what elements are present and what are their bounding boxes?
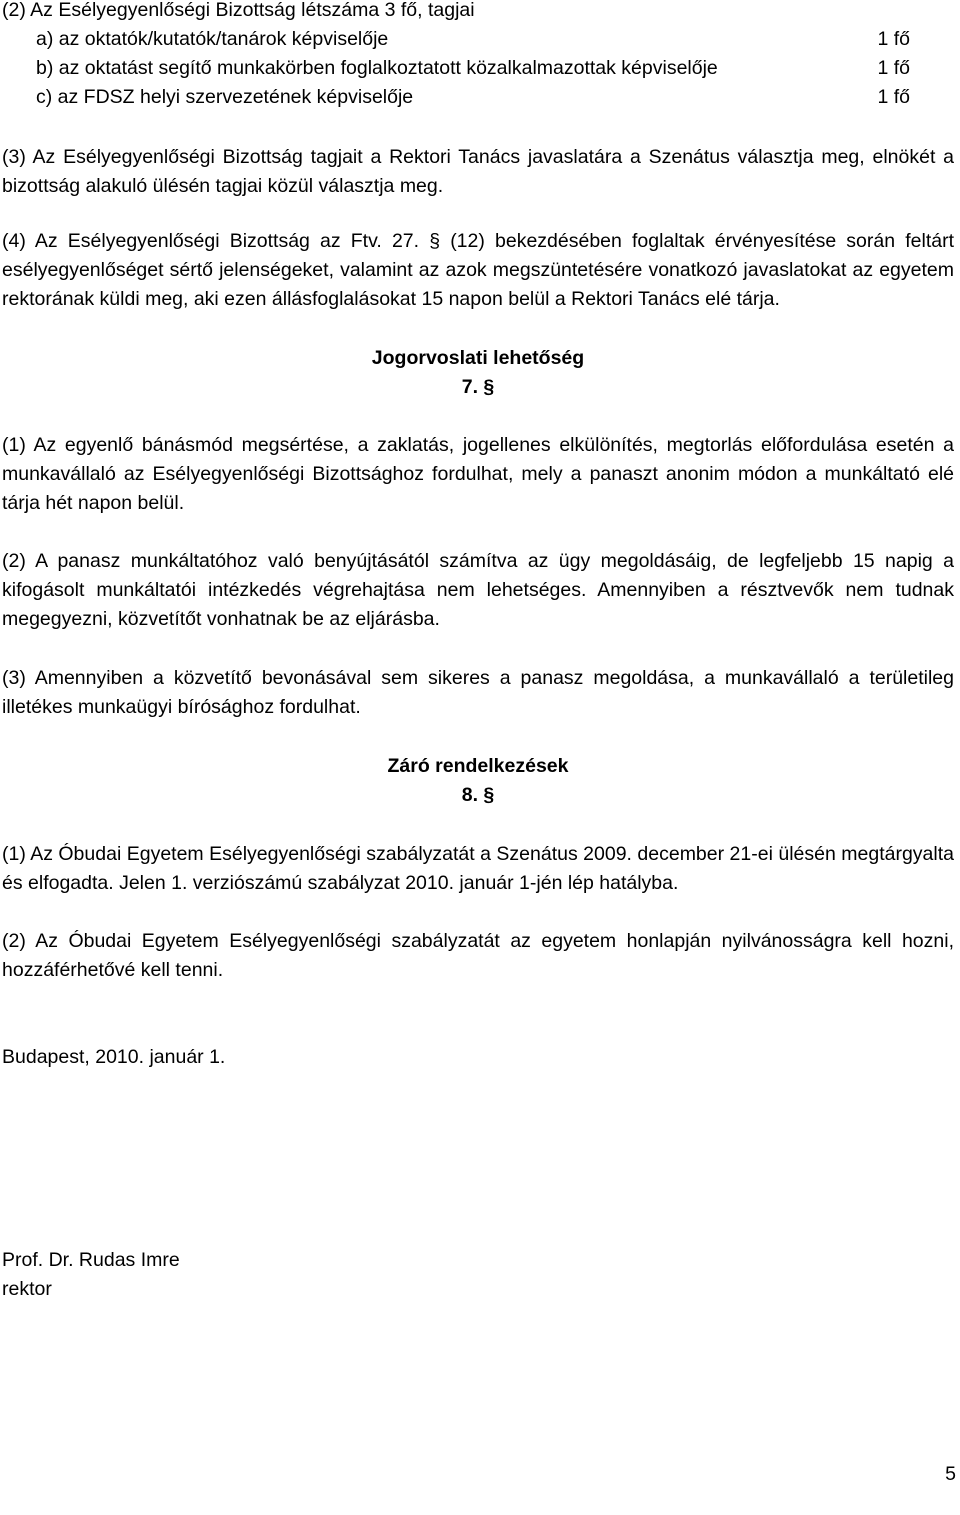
section-number: 8. § (461, 784, 495, 806)
section-3-paragraph: (3) Az Esélyegyenlőségi Bizottság tagjait a Rektori Tanács javaslatára a Szenátus választja meg, elnökét a bizottság alakuló ülésén tagjai közül választja meg. (2, 146, 954, 197)
member-label: c) az FDSZ helyi szervezetének képviselője (36, 86, 414, 108)
remedy-paragraph-3: (3) Amennyiben a közvetítő bevonásával sem sikeres a panasz megoldása, a munkavállaló a területileg illetékes munkaügyi bírósághoz fordulhat. (2, 667, 954, 718)
section-heading: Záró rendelkezések (387, 755, 569, 777)
remedy-paragraph-1: (1) Az egyenlő bánásmód megsértése, a zaklatás, jogellenes elkülönítés, megtorlás előfordulása esetén a munkavállaló az Esélyegyenlőségi Bizottsághoz fordulhat, mely a panaszt anonim módon a munkáltató elé tárja hét napon belül. (2, 434, 954, 514)
member-label: a) az oktatók/kutatók/tanárok képviselője (36, 28, 389, 50)
section-2 (2, 0, 954, 112)
signature-title: rektor (2, 1278, 52, 1300)
member-count: 1 fő (877, 28, 910, 50)
closing-paragraph-2: (2) Az Óbudai Egyetem Esélyegyenlőségi szabályzatát az egyetem honlapján nyilvánosságra kell hozni, hozzáférhetővé kell tenni. (2, 930, 954, 981)
place-date: Budapest, 2010. január 1. (2, 1046, 226, 1068)
member-label: b) az oktatást segítő munkakörben foglalkoztatott közalkalmazottak képviselője (36, 57, 718, 79)
member-row (2, 83, 954, 112)
closing-paragraph-1: (1) Az Óbudai Egyetem Esélyegyenlőségi szabályzatát a Szenátus 2009. december 21-ei ülésén megtárgyalta és elfogadta. Jelen 1. verziószámú szabályzat 2010. január 1-jén lép hatályba. (2, 843, 954, 894)
remedy-paragraph-2: (2) A panasz munkáltatóhoz való benyújtásától számítva az ügy megoldásáig, de legfeljebb 15 napig a kifogásolt munkáltatói intézkedés végrehajtása nem lehetséges. Amennyiben a résztvevők nem tudnak megegyezni, közvetítőt vonhatnak be az eljárásba. (2, 550, 954, 630)
member-count: 1 fő (877, 86, 910, 108)
member-row (2, 54, 954, 83)
section-4-paragraph: (4) Az Esélyegyenlőségi Bizottság az Ftv. 27. § (12) bekezdésében foglaltak érvényesítése során feltárt esélyegyenlőséget sértő jelenségeket, valamint az azok megszüntetésére vonatkozó javaslatokat az egyetem rektorának küldi meg, aki ezen állásfoglalásokat 15 napon belül a Rektori Tanács elé tárja. (2, 230, 954, 310)
section-number: 7. § (461, 376, 495, 398)
member-row (2, 25, 954, 54)
member-count: 1 fő (877, 57, 910, 79)
section-2-intro: (2) Az Esélyegyenlőségi Bizottság létszáma 3 fő, tagjai (2, 0, 475, 21)
section-heading: Jogorvoslati lehetőség (371, 347, 585, 369)
page-number: 5 (945, 1463, 956, 1485)
signature-name: Prof. Dr. Rudas Imre (2, 1249, 180, 1271)
